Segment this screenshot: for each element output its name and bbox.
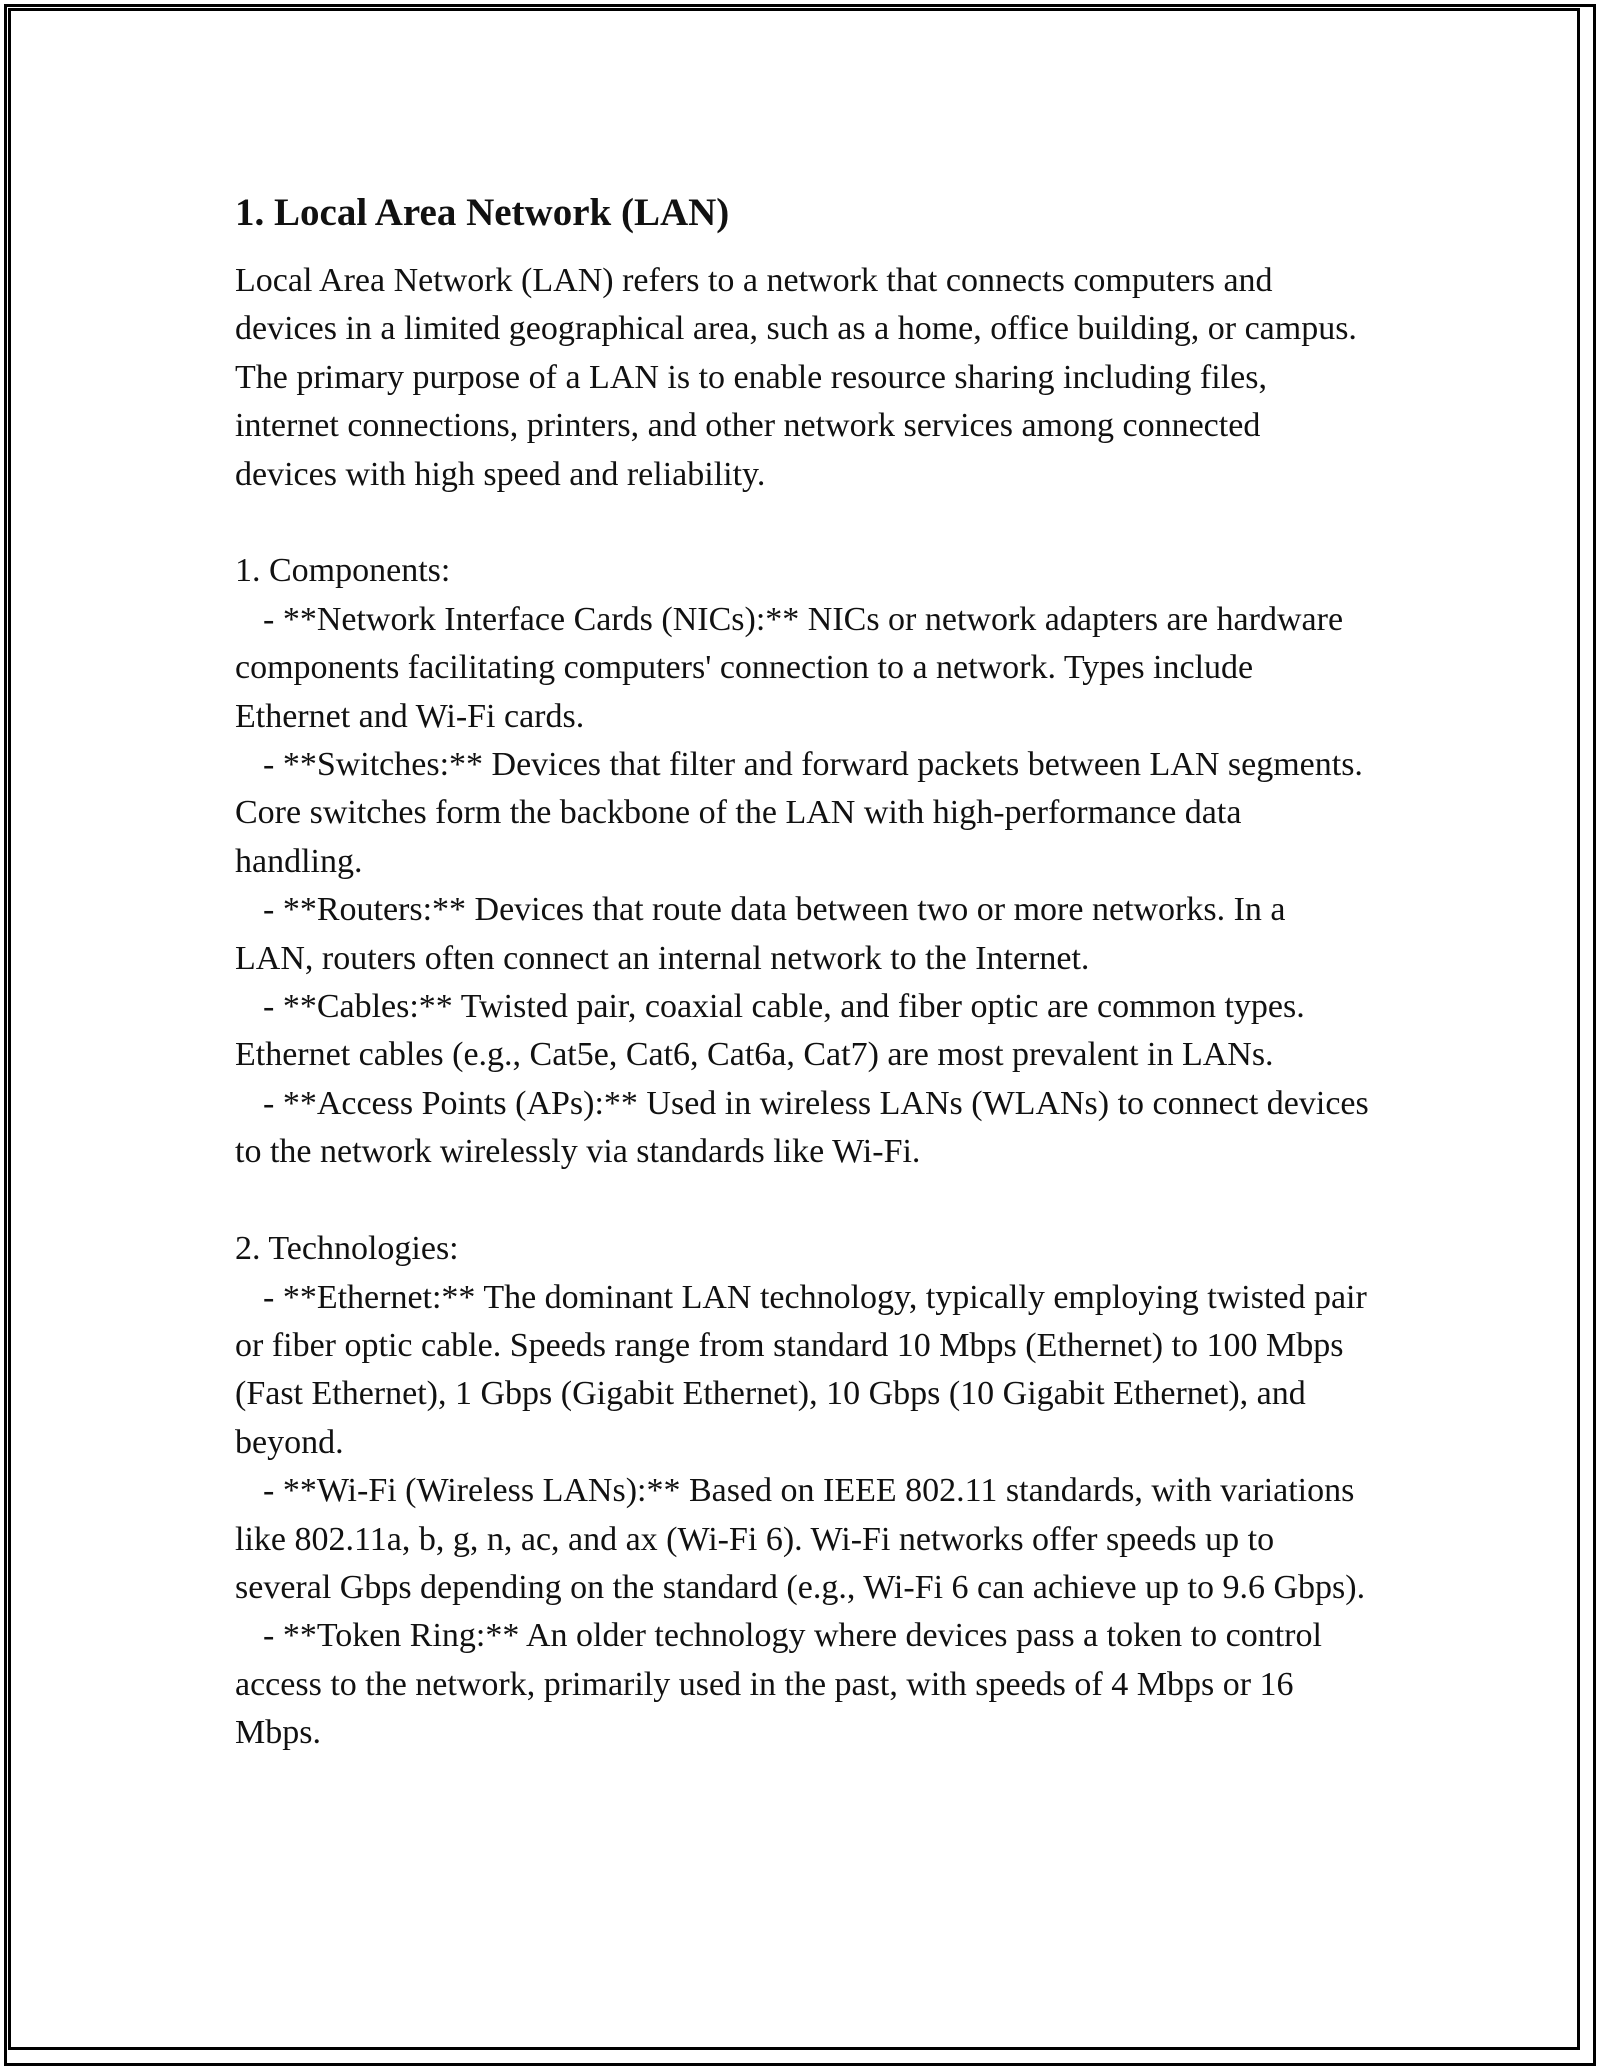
list-item-text: - **Switches:** Devices that filter and forward packets between LAN segments. Core switches form the backbone of the LAN with high-performance data handling. bbox=[235, 746, 1363, 880]
list-item-text: - **Ethernet:** The dominant LAN technology, typically employing twisted pair or fiber optic cable. Speeds range from standard 10 Mbps (Ethernet) to 100 Mbps (Fast Ethernet), 1 Gbps (Gigabit Ethernet), 10 Gbps (10 Gigabit Ethernet), and beyond. bbox=[235, 1278, 1367, 1461]
spacer bbox=[235, 1177, 1370, 1225]
list-item-text: - **Cables:** Twisted pair, coaxial cable, and fiber optic are common types. Ethernet cables (e.g., Cat5e, Cat6, Cat6a, Cat7) are most prevalent in LANs. bbox=[235, 988, 1305, 1074]
list-item bbox=[235, 886, 1370, 983]
list-item bbox=[235, 596, 1370, 741]
intro-paragraph: Local Area Network (LAN) refers to a network that connects computers and devices in a limited geographical area, such as a home, office building, or campus. The primary purpose of a LAN is to enable resource sharing including files, internet connections, printers, and other network services among connected devices with high speed and reliability. bbox=[235, 262, 1357, 493]
section-heading: 1. Local Area Network (LAN) bbox=[235, 191, 730, 234]
list-item-text: - **Routers:** Devices that route data between two or more networks. In a LAN, routers often connect an internal network to the Internet. bbox=[235, 891, 1286, 977]
spacer bbox=[235, 499, 1370, 547]
list-item bbox=[235, 1612, 1370, 1757]
list-item-text: - **Wi-Fi (Wireless LANs):** Based on IEEE 802.11 standards, with variations like 802.11a, b, g, n, ac, and ax (Wi-Fi 6). Wi-Fi networks offer speeds up to several Gbps depending on the standard (e.g., Wi-Fi 6 can achieve up to 9.6 Gbps). bbox=[235, 1472, 1366, 1606]
components-title: 1. Components: bbox=[235, 552, 451, 590]
list-item-text: - **Token Ring:** An older technology where devices pass a token to control access to the network, primarily used in the past, with speeds of 4 Mbps or 16 Mbps. bbox=[235, 1617, 1322, 1752]
list-item bbox=[235, 1080, 1370, 1177]
technologies-title: 2. Technologies: bbox=[235, 1230, 459, 1268]
list-item bbox=[235, 1467, 1370, 1612]
list-item bbox=[235, 741, 1370, 886]
document-body bbox=[235, 185, 1370, 1758]
list-item bbox=[235, 983, 1370, 1080]
list-item-text: - **Network Interface Cards (NICs):** NICs or network adapters are hardware components facilitating computers' connection to a network. Types include Ethernet and Wi-Fi cards. bbox=[235, 600, 1344, 735]
list-item-text: - **Access Points (APs):** Used in wireless LANs (WLANs) to connect devices to the network wirelessly via standards like Wi-Fi. bbox=[235, 1084, 1369, 1171]
list-item bbox=[235, 1274, 1370, 1468]
